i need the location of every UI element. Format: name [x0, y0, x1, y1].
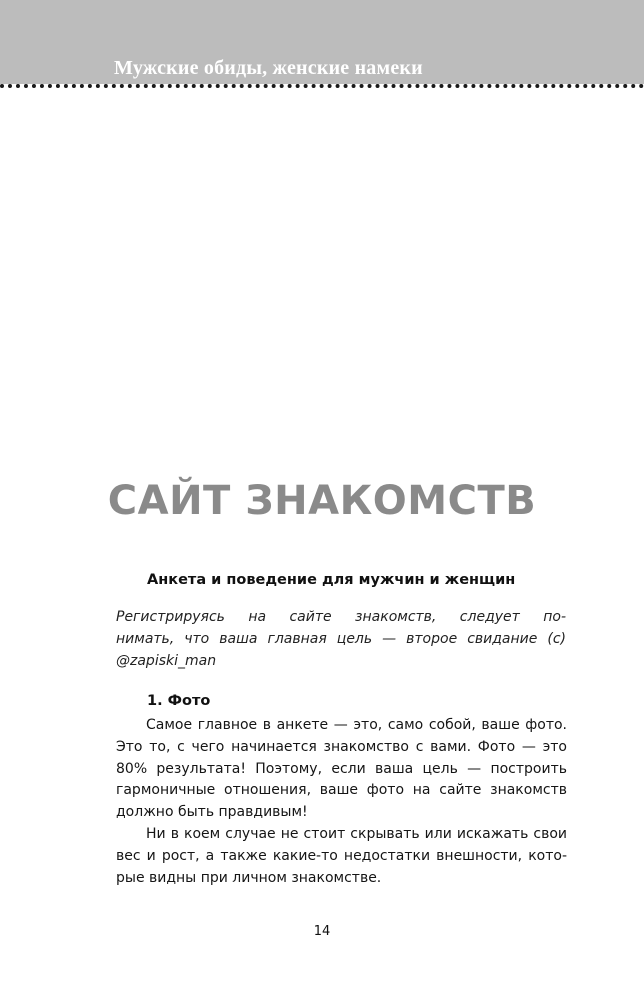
epigraph-line: нимать, что ваша главная цель — второе свидание (с): [116, 631, 566, 647]
section-heading: 1. Фото: [147, 693, 211, 709]
running-header-title: Мужские обиды, женские намеки: [114, 57, 423, 79]
chapter-title: САЙТ ЗНАКОМСТВ: [107, 478, 537, 524]
epigraph-attribution: @zapiski_man: [116, 653, 217, 669]
page-number: 14: [313, 924, 331, 939]
epigraph: [116, 606, 566, 672]
chapter-subtitle: Анкета и поведение для мужчин и женщин: [147, 572, 516, 588]
paragraph-line: 80% результата! Поэтому, если ваша цель — построить: [116, 760, 567, 777]
paragraph-line: должно быть правдивым!: [116, 804, 308, 821]
running-header: [0, 0, 644, 84]
paragraph-line: Самое главное в анкете — это, само собой, ваше фото.: [146, 717, 567, 733]
paragraph-line: Ни в коем случае не стоит скрывать или искажать свои: [146, 825, 567, 842]
paragraph-line: рые видны при личном знакомстве.: [116, 869, 382, 886]
paragraph-line: Это то, с чего начинается знакомство с вами. Фото — это: [116, 738, 567, 755]
body-text: [116, 715, 567, 889]
epigraph-line: Регистрируясь на сайте знакомств, следует по-: [116, 609, 566, 625]
paragraph-line: вес и рост, а также какие-то недостатки внешности, кото-: [116, 847, 567, 864]
paragraph-line: гармоничные отношения, ваше фото на сайте знакомств: [116, 782, 567, 799]
header-dotted-rule: [0, 84, 644, 88]
